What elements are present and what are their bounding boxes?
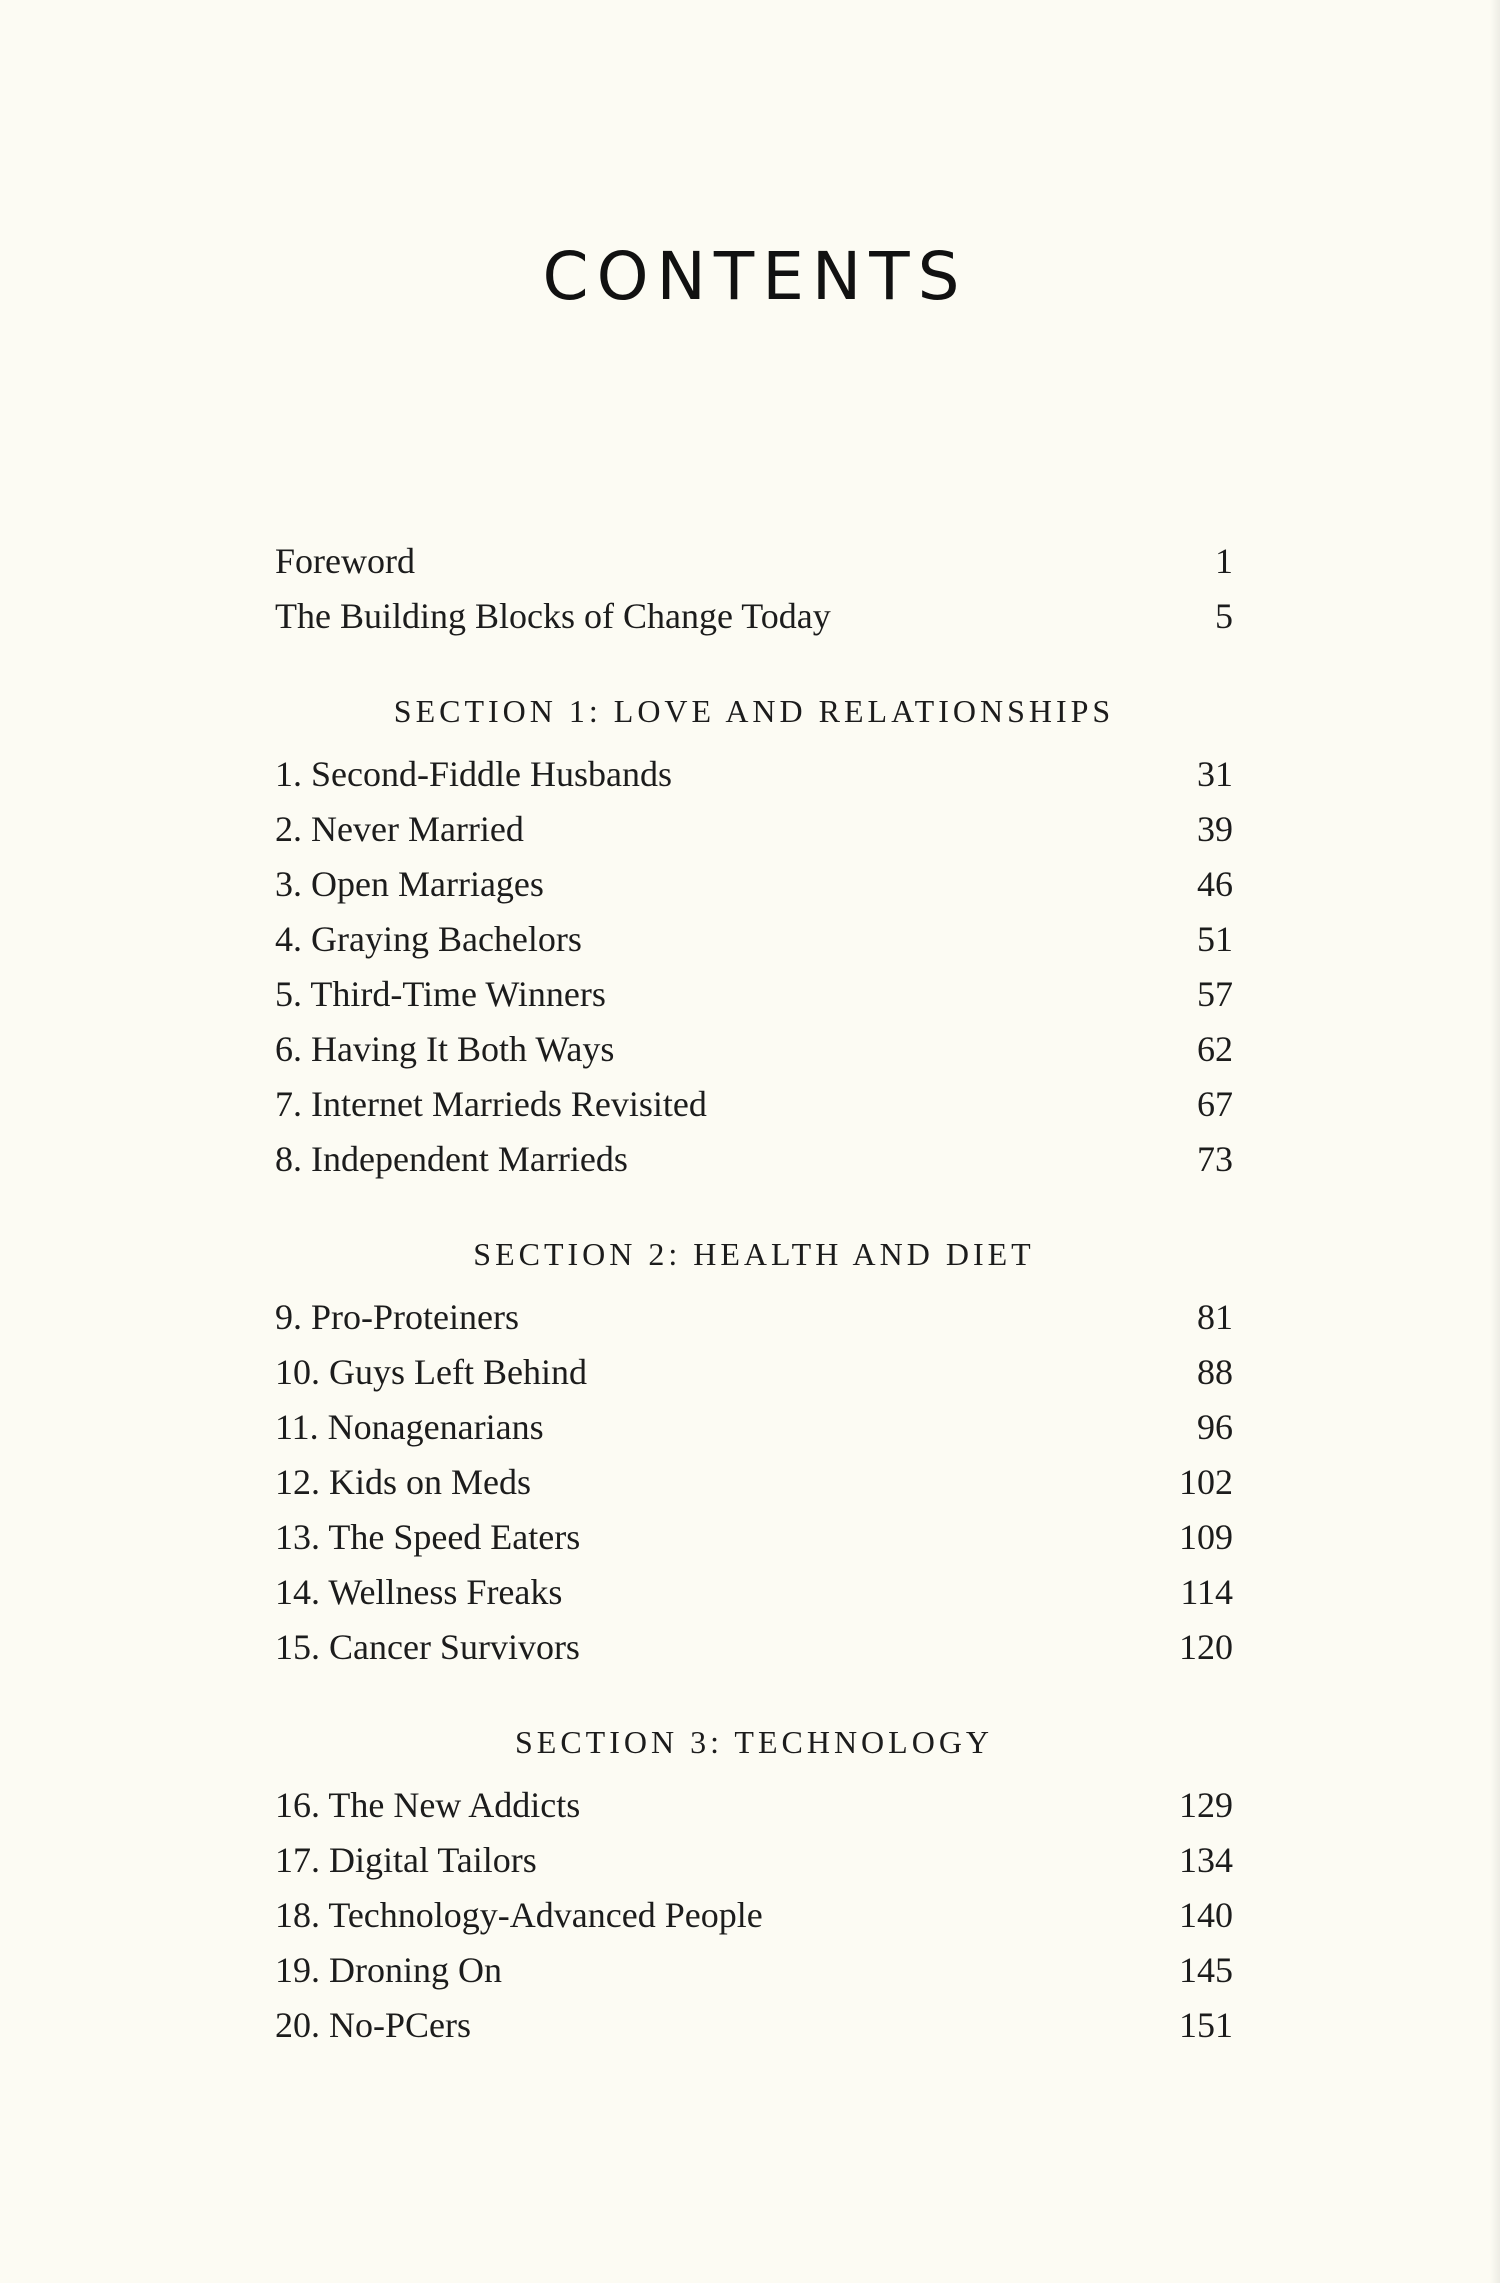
toc-entry-page: 31	[1197, 754, 1233, 794]
toc-entry-label: 15. Cancer Survivors	[275, 1627, 580, 1667]
toc-entry-label: 18. Technology-Advanced People	[275, 1895, 763, 1935]
page-edge-shadow	[1490, 0, 1500, 2283]
toc-entry-page: 39	[1197, 809, 1233, 849]
toc-entry-page: 102	[1179, 1462, 1233, 1502]
toc-entry[interactable]	[275, 1510, 1233, 1565]
toc-entry-label: 6. Having It Both Ways	[275, 1029, 615, 1069]
toc-entry[interactable]	[275, 912, 1233, 967]
toc-entry[interactable]	[275, 857, 1233, 912]
section-heading-3: SECTION 3: TECHNOLOGY	[514, 1724, 994, 1760]
toc-entry-label: 20. No-PCers	[275, 2005, 471, 2045]
toc-entry-label: 16. The New Addicts	[275, 1785, 581, 1825]
toc-entry-label: 2. Never Married	[275, 809, 524, 849]
toc-entry-page: 5	[1215, 596, 1233, 636]
toc-entry-label: 12. Kids on Meds	[275, 1462, 532, 1502]
toc-entry-label: 13. The Speed Eaters	[275, 1517, 581, 1557]
toc-entry-page: 67	[1197, 1084, 1233, 1124]
toc-entry[interactable]	[275, 1620, 1233, 1675]
toc-entry-page: 129	[1179, 1785, 1233, 1825]
table-of-contents	[275, 534, 1233, 2053]
toc-entry-page: 57	[1197, 974, 1233, 1014]
toc-entry[interactable]	[275, 1400, 1233, 1455]
toc-entry-label: 8. Independent Marrieds	[275, 1139, 628, 1179]
toc-entry[interactable]	[275, 1565, 1233, 1620]
toc-entry-label: 5. Third-Time Winners	[275, 974, 606, 1014]
toc-entry-label: 17. Digital Tailors	[275, 1840, 537, 1880]
toc-entry-label: Foreword	[275, 541, 415, 581]
toc-entry[interactable]	[275, 1345, 1233, 1400]
toc-entry[interactable]	[275, 1998, 1233, 2053]
toc-entry-label: 10. Guys Left Behind	[275, 1352, 587, 1392]
toc-entry[interactable]	[275, 802, 1233, 857]
section-heading-2: SECTION 2: HEALTH AND DIET	[473, 1236, 1035, 1272]
toc-entry-page: 145	[1179, 1950, 1233, 1990]
toc-entry-page: 46	[1197, 864, 1233, 904]
toc-entry-label: 1. Second-Fiddle Husbands	[275, 754, 672, 794]
toc-entry-page: 81	[1197, 1297, 1233, 1337]
toc-entry-label: 14. Wellness Freaks	[275, 1572, 563, 1612]
toc-entry-label: The Building Blocks of Change Today	[275, 596, 831, 636]
toc-entry[interactable]	[275, 747, 1233, 802]
toc-entry-label: 11. Nonagenarians	[275, 1407, 544, 1447]
toc-entry-page: 96	[1197, 1407, 1233, 1447]
section-heading-1: SECTION 1: LOVE AND RELATIONSHIPS	[393, 693, 1115, 729]
toc-entry[interactable]	[275, 1943, 1233, 1998]
toc-entry[interactable]	[275, 1833, 1233, 1888]
toc-entry-foreword[interactable]	[275, 534, 1233, 589]
toc-entry-label: 19. Droning On	[275, 1950, 502, 1990]
toc-entry[interactable]	[275, 1290, 1233, 1345]
toc-entry-page: 1	[1215, 541, 1233, 581]
toc-entry[interactable]	[275, 1077, 1233, 1132]
toc-entry-label: 4. Graying Bachelors	[275, 919, 582, 959]
toc-entry[interactable]	[275, 1888, 1233, 1943]
toc-entry[interactable]	[275, 1022, 1233, 1077]
toc-entry-building-blocks[interactable]	[275, 589, 1233, 644]
toc-entry-label: 7. Internet Marrieds Revisited	[275, 1084, 707, 1124]
toc-entry-page: 62	[1197, 1029, 1233, 1069]
toc-entry[interactable]	[275, 1132, 1233, 1187]
page-title: CONTENTS	[542, 238, 968, 315]
toc-entry[interactable]	[275, 1778, 1233, 1833]
toc-entry-page: 120	[1179, 1627, 1233, 1667]
toc-entry[interactable]	[275, 967, 1233, 1022]
toc-entry-page: 109	[1179, 1517, 1233, 1557]
toc-entry-page: 51	[1197, 919, 1233, 959]
toc-entry-label: 3. Open Marriages	[275, 864, 544, 904]
toc-entry-page: 88	[1197, 1352, 1233, 1392]
toc-entry[interactable]	[275, 1455, 1233, 1510]
toc-entry-page: 140	[1179, 1895, 1233, 1935]
toc-entry-label: 9. Pro-Proteiners	[275, 1297, 519, 1337]
toc-entry-page: 73	[1197, 1139, 1233, 1179]
toc-entry-page: 134	[1179, 1840, 1233, 1880]
toc-entry-page: 151	[1179, 2005, 1233, 2045]
toc-entry-page: 114	[1180, 1572, 1233, 1612]
